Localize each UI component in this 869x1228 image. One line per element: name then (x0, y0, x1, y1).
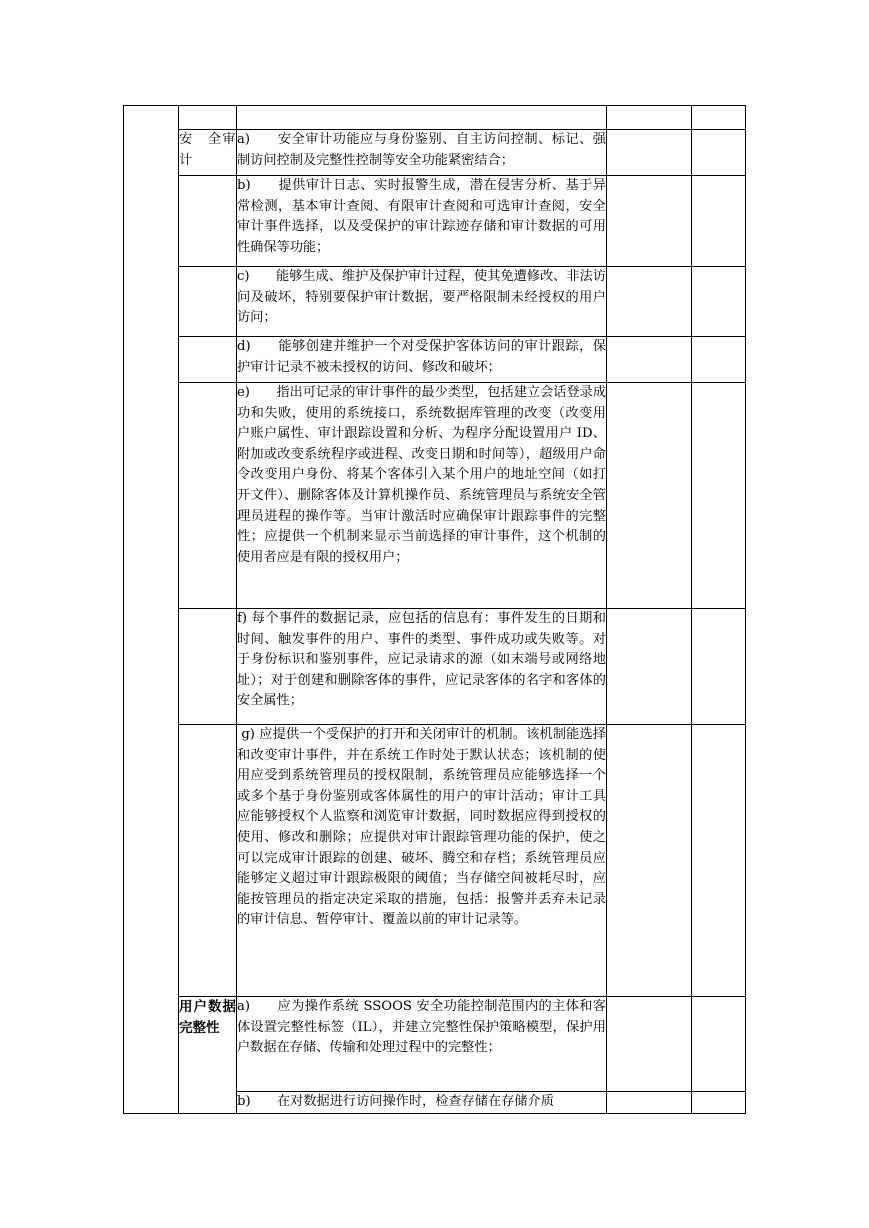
requirement-item: d) 能够创建并维护一个对受保护客体访问的审计跟踪，保护审计记录不被未授权的访问、修改和破坏； (237, 337, 607, 383)
category-security-audit (179, 130, 237, 176)
remark-cell (692, 383, 746, 609)
requirement-item: g) 应提供一个受保护的打开和关闭审计的机制。该机制能选择和改变审计事件，并在系统工作时处于默认状态；该机制的使用应受到系统管理员的授权限制，系统管理员应能够选择一个或多个基于身份鉴别或客体属性的用户的审计活动；审计工具应能够授权个人监察和浏览审计数据，同时数据应得到授权的使用、修改和删除；应提供对审计跟踪管理功能的保护，使之可以完成审计跟踪的创建、破坏、腾空和存档；系统管理员应能够定义超过审计跟踪极限的阈值；当存储空间被耗尽时，应能按管理员的指定决定采取的措施，包括：报警并丢弃未记录的审计信息、暂停审计、覆盖以前的审计记录等。 (237, 725, 607, 997)
category-cell-empty (179, 267, 237, 337)
table-row (124, 997, 746, 1092)
check-cell (607, 337, 692, 383)
category-user-data-integrity-label: 用户数据完整性 (179, 999, 236, 1037)
category-cell-empty (179, 383, 237, 609)
requirement-item: a) 应为操作系统 SSOOS 安全功能控制范围内的主体和客体设置完整性标签（IL），并建立完整性保护策略模型，保护用户数据在存储、传输和处理过程中的完整性； (237, 997, 607, 1092)
table-row (124, 383, 746, 609)
level-cell (124, 106, 179, 1114)
remark-cell (692, 725, 746, 997)
category-cell-empty (179, 609, 237, 725)
requirements-table (123, 105, 746, 1114)
remark-cell (692, 997, 746, 1092)
check-cell (607, 609, 692, 725)
requirement-item: b) 提供审计日志、实时报警生成，潜在侵害分析、基于异常检测，基本审计查阅、有限审计查阅和可选审计查阅，安全审计事件选择，以及受保护的审计踪迹存储和审计数据的可用性确保等功能； (237, 176, 607, 267)
check-cell (607, 725, 692, 997)
check-cell (607, 106, 692, 130)
category-cell-empty (179, 337, 237, 383)
check-cell (607, 997, 692, 1092)
remark-cell (692, 609, 746, 725)
remark-cell (692, 176, 746, 267)
table-row (124, 725, 746, 997)
requirement-item: a) 安全审计功能应与身份鉴别、自主访问控制、标记、强制访问控制及完整性控制等安全功能紧密结合； (237, 130, 607, 176)
category-security-audit-label: 安 全审计 (179, 132, 236, 168)
table-row (124, 267, 746, 337)
requirement-item: f) 每个事件的数据记录，应包括的信息有：事件发生的日期和时间、触发事件的用户、事件的类型、事件成功或失败等。对于身份标识和鉴别事件，应记录请求的源（如末端号或网络地址）；对于创建和删除客体的事件，应记录客体的名字和客体的安全属性； (237, 609, 607, 725)
remark-cell (692, 106, 746, 130)
remark-cell (692, 267, 746, 337)
check-cell (607, 176, 692, 267)
remark-cell (692, 1092, 746, 1114)
category-cell-empty (179, 725, 237, 997)
check-cell (607, 1092, 692, 1114)
table-row (124, 609, 746, 725)
requirement-item: b) 在对数据进行访问操作时，检查存储在存储介质 (237, 1092, 607, 1114)
table-row (124, 337, 746, 383)
check-cell (607, 130, 692, 176)
category-user-data-integrity (179, 997, 237, 1114)
requirement-item: e) 指出可记录的审计事件的最少类型，包括建立会话登录成功和失败，使用的系统接口，系统数据库管理的改变（改变用户账户属性、审计跟踪设置和分析、为程序分配设置用户 ID、附加或改变系统程序或进程、改变日期和时间等），超级用户命令改变用户身份、将某个客体引入某个用户的地址空间（如打开文件）、删除客体及计算机操作员、系统管理员与系统安全管理员进程的操作等。当审计激活时应确保审计跟踪事件的完整性；应提供一个机制来显示当前选择的审计事件，这个机制的使用者应是有限的授权用户； (237, 383, 607, 609)
table-row-top-partial (124, 106, 746, 130)
remark-cell (692, 337, 746, 383)
table-row (124, 176, 746, 267)
check-cell (607, 383, 692, 609)
category-cell-empty (179, 176, 237, 267)
remark-cell (692, 130, 746, 176)
check-cell (607, 267, 692, 337)
requirement-item: c) 能够生成、维护及保护审计过程，使其免遭修改、非法访问及破坏，特别要保护审计数据，要严格限制未经授权的用户访问； (237, 267, 607, 337)
requirement-cell-empty (237, 106, 607, 130)
table-row (124, 130, 746, 176)
category-cell-empty (179, 106, 237, 130)
